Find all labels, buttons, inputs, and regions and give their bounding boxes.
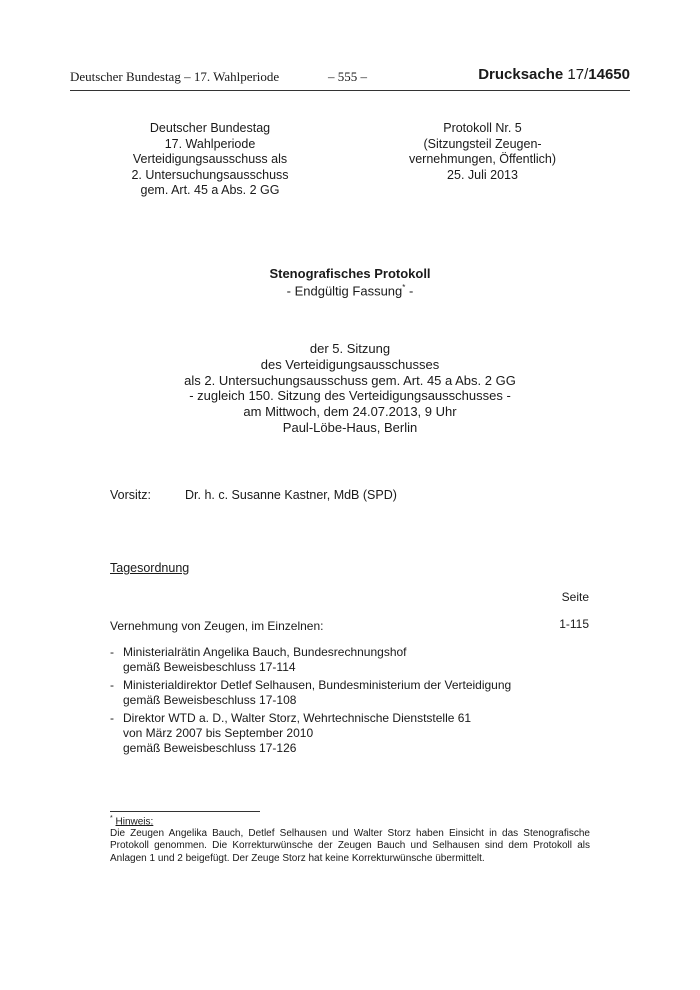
footnote-text: Die Zeugen Angelika Bauch, Detlef Selhausen und Walter Storz haben Einsicht in das Stenografische Protokoll genommen. Die Korrekturwünsche der Zeugen Bauch und Selhausen sind dem Protokoll als Anlagen 1 und 2 beigefügt. Der Zeuge Storz hat keine Korrekturwünsche übermittelt.	[110, 828, 590, 864]
footnote-rule	[110, 811, 260, 812]
chair-label: Vorsitz:	[110, 488, 151, 502]
witness-name: Ministerialrätin Angelika Bauch, Bundesrechnungshof	[123, 645, 407, 659]
committee-line: 2. Untersuchungsausschuss	[131, 167, 289, 182]
committee-line: gem. Art. 45 a Abs. 2 GG	[140, 183, 280, 197]
subtitle-end: -	[405, 283, 414, 299]
committee-line: Verteidigungsausschuss als	[132, 152, 288, 166]
meeting-line: Paul-Löbe-Haus, Berlin	[282, 419, 418, 435]
document-number-prefix: 17/	[567, 66, 589, 83]
protocol-line: vernehmungen, Öffentlich)	[408, 152, 557, 166]
header-page-number: – 555 –	[328, 69, 367, 84]
footnote-marker: *	[402, 283, 406, 292]
list-bullet: -	[110, 711, 114, 725]
list-bullet: -	[110, 678, 114, 692]
witness-period: von März 2007 bis September 2010	[123, 726, 314, 740]
subtitle-text: - Endgültig Fassung	[286, 283, 403, 299]
document-number: 14650	[588, 66, 630, 83]
header-document-number	[478, 66, 630, 83]
committee-line: Deutscher Bundestag	[149, 121, 271, 135]
witness-reference: gemäß Beweisbeschluss 17-108	[123, 693, 297, 707]
document-label: Drucksache	[478, 66, 564, 83]
header-source: Deutscher Bundestag – 17. Wahlperiode	[70, 69, 280, 84]
meeting-line: am Mittwoch, dem 24.07.2013, 9 Uhr	[243, 404, 457, 420]
agenda-pages: 1-115	[559, 617, 589, 631]
meeting-line: als 2. Untersuchungsausschuss gem. Art. 45 a Abs. 2 GG	[184, 372, 516, 388]
committee-line: 17. Wahlperiode	[164, 136, 256, 151]
page-column-header: Seite	[561, 590, 589, 604]
meeting-details	[70, 341, 630, 436]
document-subtitle	[70, 283, 630, 298]
footnote-heading-text: Hinweis:	[115, 816, 154, 828]
protocol-line: 25. Juli 2013	[447, 167, 518, 182]
witness-name: Direktor WTD a. D., Walter Storz, Wehrtechnische Dienststelle 61	[123, 711, 472, 725]
committee-block	[105, 121, 315, 199]
document-title: Stenografisches Protokoll	[269, 266, 431, 281]
protocol-line: Protokoll Nr. 5	[443, 121, 522, 135]
protocol-line: (Sitzungsteil Zeugen-	[423, 136, 542, 151]
meeting-line: - zugleich 150. Sitzung des Verteidigungsausschusses -	[189, 388, 511, 404]
meeting-line: der 5. Sitzung	[309, 341, 391, 356]
chair-name: Dr. h. c. Susanne Kastner, MdB (SPD)	[185, 488, 397, 502]
witness-reference: gemäß Beweisbeschluss 17-126	[123, 741, 297, 755]
list-bullet: -	[110, 645, 114, 659]
meeting-line: des Verteidigungsausschusses	[260, 356, 440, 372]
footnote-heading	[110, 815, 153, 827]
witness-name: Ministerialdirektor Detlef Selhausen, Bundesministerium der Verteidigung	[123, 678, 512, 692]
agenda-heading: Tagesordnung	[110, 561, 190, 575]
protocol-block	[385, 121, 580, 183]
agenda-intro: Vernehmung von Zeugen, im Einzelnen:	[110, 619, 324, 633]
header-rule	[70, 90, 630, 91]
footnote-marker: *	[110, 815, 113, 822]
witness-reference: gemäß Beweisbeschluss 17-114	[123, 660, 296, 674]
